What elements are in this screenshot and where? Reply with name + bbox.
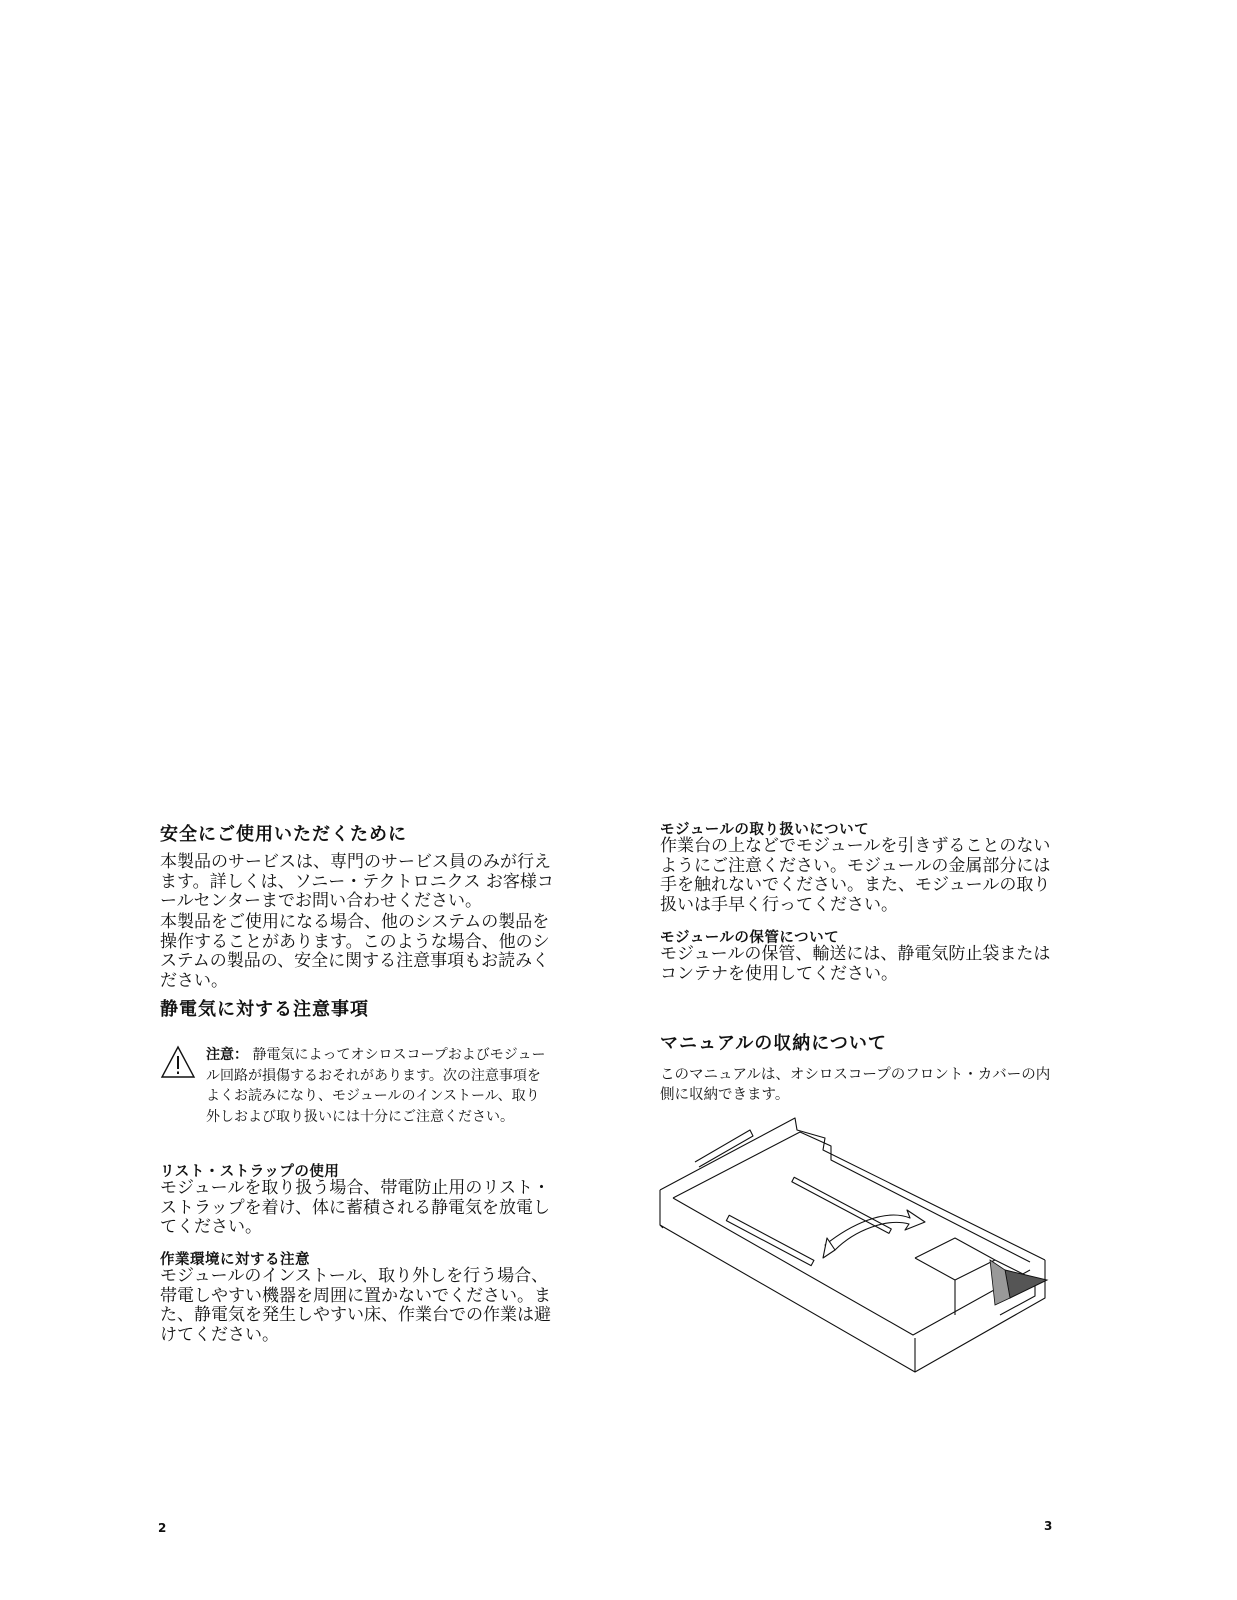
environment-text: モジュールのインストール、取り外しを行う場合、帯電しやすい機器を周囲に置かないでください。また、静電気を発生しやすい床、作業台での作業は避けてください。 (160, 1266, 551, 1345)
front-cover-illustration (655, 1110, 1055, 1380)
page-number-right: 3 (1044, 1519, 1053, 1533)
manual-storage-text: このマニュアルは、オシロスコープのフロント・カバーの内側に収納できます。 (660, 1067, 1051, 1103)
caution-text-block (206, 1045, 551, 1127)
wrist-strap-text: モジュールを取り扱う場合、帯電防止用のリスト・ストラップを着け、体に蓄積される静電気を放電してください。 (160, 1178, 550, 1237)
caution-label: 注意： (206, 1047, 248, 1063)
safety-paragraph-1: 本製品のサービスは、専門のサービス員のみが行えます。詳しくは、ソニー・テクトロニクス お客様コールセンターまでお問い合わせください。 (160, 852, 554, 911)
static-heading: 静電気に対する注意事項 (160, 999, 369, 1020)
handling-text: 作業台の上などでモジュールを引きずることのないようにご注意ください。モジュールの金属部分には手を触れないでください。また、モジュールの取り扱いは手早く行ってください。 (660, 836, 1051, 915)
page-number-left: 2 (158, 1521, 167, 1535)
storage-text: モジュールの保管、輸送には、静電気防止袋またはコンテナを使用してください。 (660, 944, 1051, 984)
storage-heading: モジュールの保管について (660, 930, 840, 946)
environment-heading: 作業環境に対する注意 (160, 1252, 310, 1268)
safety-heading: 安全にご使用いただくために (160, 824, 407, 845)
warning-triangle-icon (160, 1045, 196, 1079)
caution-text: 静電気によってオシロスコープおよびモジュール回路が損傷するおそれがあります。次の注意事項をよくお読みになり、モジュールのインストール、取り外しおよび取り扱いには十分にご注意ください。 (206, 1047, 546, 1125)
manual-storage-heading: マニュアルの収納について (660, 1033, 887, 1054)
wrist-strap-heading: リスト・ストラップの使用 (160, 1164, 340, 1180)
handling-heading: モジュールの取り扱いについて (660, 822, 870, 838)
safety-paragraph-2: 本製品をご使用になる場合、他のシステムの製品を操作することがあります。このような場合、他のシステムの製品の、安全に関する注意事項もお読みください。 (160, 912, 550, 991)
